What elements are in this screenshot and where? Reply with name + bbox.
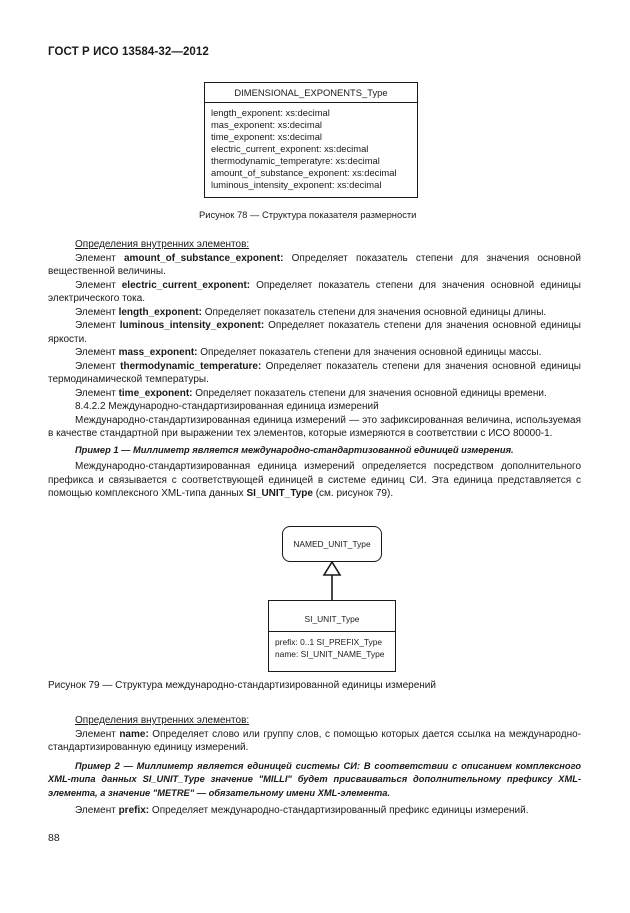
uml-class-title: DIMENSIONAL_EXPONENTS_Type	[205, 83, 417, 103]
definition-term: name:	[119, 728, 149, 740]
definition-term: luminous_intensity_exponent:	[119, 320, 265, 331]
section-heading: Определения внутренних элементов:	[75, 239, 250, 250]
uml-attribute: mas_exponent: xs:decimal	[211, 119, 322, 130]
example-2: Пример 2 — Миллиметр является единицей системы СИ: В соответствии с описанием комплексного XML-типа данных SI_UNIT_Type значение "MILLI" будет присваиваться дополнительному префиксу XML-элемента, а значение "METRE" — обязательному имени XML-элемента.	[48, 760, 581, 798]
definition-paragraph: Элемент luminous_intensity_exponent: Определяет показатель степени для значения основной единицы яркости.	[48, 320, 581, 345]
uml-parent-class-named-unit	[282, 526, 382, 562]
figure-79-caption: Рисунок 79 — Структура международно-стандартизированной единицы измерений	[48, 680, 436, 691]
uml-attribute: luminous_intensity_exponent: xs:decimal	[211, 179, 382, 190]
definition-term: mass_exponent:	[118, 347, 198, 358]
uml-attribute: amount_of_substance_exponent: xs:decimal	[211, 167, 397, 178]
generalization-arrowhead	[324, 562, 340, 575]
section-heading: Определения внутренних элементов:	[75, 715, 250, 726]
definition-paragraph: Элемент length_exponent: Определяет показатель степени для значения основной единицы длины.	[75, 306, 547, 318]
body-paragraph: Международно-стандартизированная единица измерений определяется посредством дополнительного префикса и связывается с соответствующей единицей в системе единиц СИ. Эта единица представляется с помощью комплексного XML-типа данных SI_UNIT_Type (см. рисунок 79).	[48, 461, 581, 499]
uml-attribute: prefix: 0..1 SI_PREFIX_Type	[275, 637, 383, 647]
subsection-title: 8.4.2.2 Международно-стандартизированная единица измерений	[75, 401, 379, 412]
definition-term: prefix:	[118, 805, 150, 816]
section-2	[48, 714, 581, 818]
uml-attribute: thermodynamic_temperatyre: xs:decimal	[211, 155, 380, 166]
example-1: Пример 1 — Миллиметр является международно-стандартизованной единицей измерения.	[75, 444, 514, 455]
definition-paragraph: Элемент name: Определяет слово или группу слов, с помощью которых дается ссылка на международно-стандартизированную единицу измерений.	[48, 728, 581, 753]
inline-term: SI_UNIT_Type	[246, 488, 313, 499]
uml-attribute: time_exponent: xs:decimal	[211, 131, 322, 142]
uml-class-title: SI_UNIT_Type	[269, 601, 395, 632]
definition-paragraph: Элемент mass_exponent: Определяет показатель степени для значения основной единицы массы.	[75, 347, 542, 358]
definition-term: thermodynamic_temperature:	[120, 360, 262, 372]
definition-paragraph: Элемент prefix: Определяет международно-стандартизированный префикс единицы измерений.	[75, 805, 529, 816]
definition-paragraph: Элемент thermodynamic_temperature: Определяет показатель степени для значения основной единицы термодинамической температуры.	[48, 360, 581, 385]
definition-term: length_exponent:	[118, 306, 202, 318]
document-header: ГОСТ Р ИСО 13584-32—2012	[48, 46, 209, 58]
definition-term: amount_of_substance_exponent:	[123, 252, 284, 264]
page-number: 88	[48, 832, 60, 844]
definition-paragraph: Элемент amount_of_substance_exponent: Определяет показатель степени для значения основной вещественной величины.	[48, 252, 581, 277]
uml-attribute: electric_current_exponent: xs:decimal	[211, 143, 369, 154]
uml-attribute: name: SI_UNIT_NAME_Type	[275, 649, 385, 659]
body-paragraph: Международно-стандартизированная единица измерений — это зафиксированная величина, используемая в качестве стандартной при выражении тех элементов, которые измеряются в соответствии с ИСО 80000-1.	[48, 414, 581, 439]
figure-78-caption: Рисунок 78 — Структура показателя размерности	[199, 209, 417, 220]
definition-term: time_exponent:	[118, 387, 193, 399]
definition-term: electric_current_exponent:	[121, 279, 251, 291]
definition-paragraph: Элемент time_exponent: Определяет показатель степени для значения основной единицы времени.	[75, 387, 547, 399]
uml-attribute: length_exponent: xs:decimal	[211, 107, 330, 118]
definition-paragraph: Элемент electric_current_exponent: Определяет показатель степени для значения основной единицы электрического тока.	[48, 279, 581, 304]
uml-class-si-unit	[268, 600, 396, 672]
uml-attribute-list	[269, 632, 395, 664]
uml-class-title: NAMED_UNIT_Type	[293, 539, 371, 549]
